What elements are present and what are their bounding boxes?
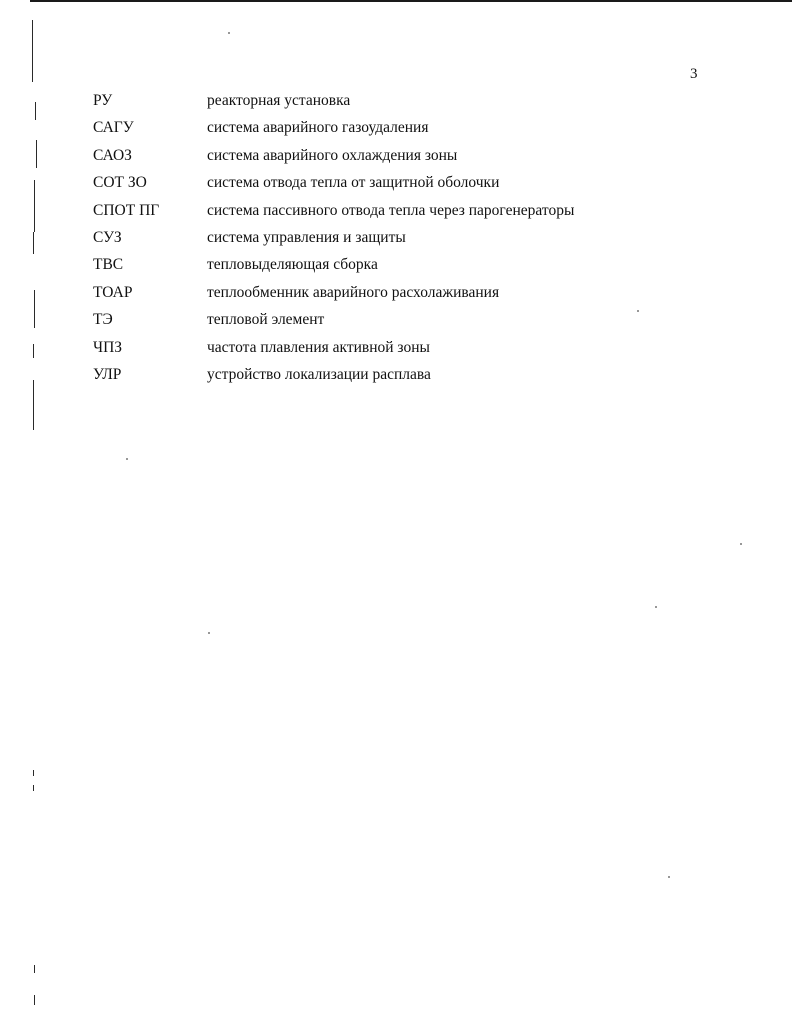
abbreviation-definition: частота плавления активной зоны	[207, 338, 430, 356]
abbreviation-term: ТВС	[93, 256, 124, 274]
scan-edge-mark	[33, 770, 34, 776]
abbreviation-definition: устройство локализации расплава	[207, 365, 431, 383]
abbreviation-term: СПОТ ПГ	[93, 201, 160, 219]
scan-edge-mark	[33, 785, 34, 791]
abbreviation-term: РУ	[93, 92, 113, 109]
abbreviation-term: СУЗ	[93, 228, 122, 246]
scan-edge-mark	[32, 20, 33, 82]
abbreviation-definition: система аварийного газоудаления	[207, 119, 429, 137]
scan-edge-mark	[34, 180, 35, 232]
abbreviation-definition: тепловой элемент	[207, 311, 325, 329]
abbreviation-definition: система управления и защиты	[207, 228, 406, 246]
scan-edge-mark	[33, 344, 34, 358]
scan-speck	[228, 32, 230, 34]
scan-speck	[655, 606, 657, 608]
scan-speck	[208, 632, 210, 634]
scan-edge-mark	[34, 965, 35, 973]
scan-speck	[637, 310, 639, 312]
scan-speck	[668, 876, 670, 878]
scan-edge-mark	[34, 995, 35, 1005]
scan-speck	[740, 543, 742, 545]
scan-top-edge-line	[30, 0, 792, 2]
abbreviation-term: ТОАР	[93, 283, 133, 301]
scan-edge-mark	[33, 232, 34, 254]
abbreviation-term: ЧПЗ	[93, 338, 123, 356]
abbreviation-term: САГУ	[93, 119, 134, 137]
abbreviation-term: УЛР	[93, 365, 122, 383]
abbreviation-term: САОЗ	[93, 146, 132, 164]
scan-speck	[126, 458, 128, 460]
page-number: 3	[690, 66, 698, 82]
scan-edge-mark	[35, 102, 36, 120]
abbreviation-definition: система отвода тепла от защитной оболочки	[207, 174, 500, 192]
abbreviation-definition: система аварийного охлаждения зоны	[207, 146, 458, 164]
scan-edge-mark	[34, 290, 35, 328]
abbreviation-definition: реакторная установка	[207, 92, 351, 109]
abbreviation-term: ТЭ	[93, 311, 113, 329]
scan-edge-mark	[33, 380, 34, 430]
abbreviation-term: СОТ ЗО	[93, 174, 147, 192]
abbreviation-definition: система пассивного отвода тепла через парогенераторы	[207, 201, 575, 219]
scan-edge-mark	[36, 140, 37, 168]
abbreviation-definition: теплообменник аварийного расхолаживания	[207, 283, 500, 301]
abbreviation-definition: тепловыделяющая сборка	[207, 256, 378, 274]
